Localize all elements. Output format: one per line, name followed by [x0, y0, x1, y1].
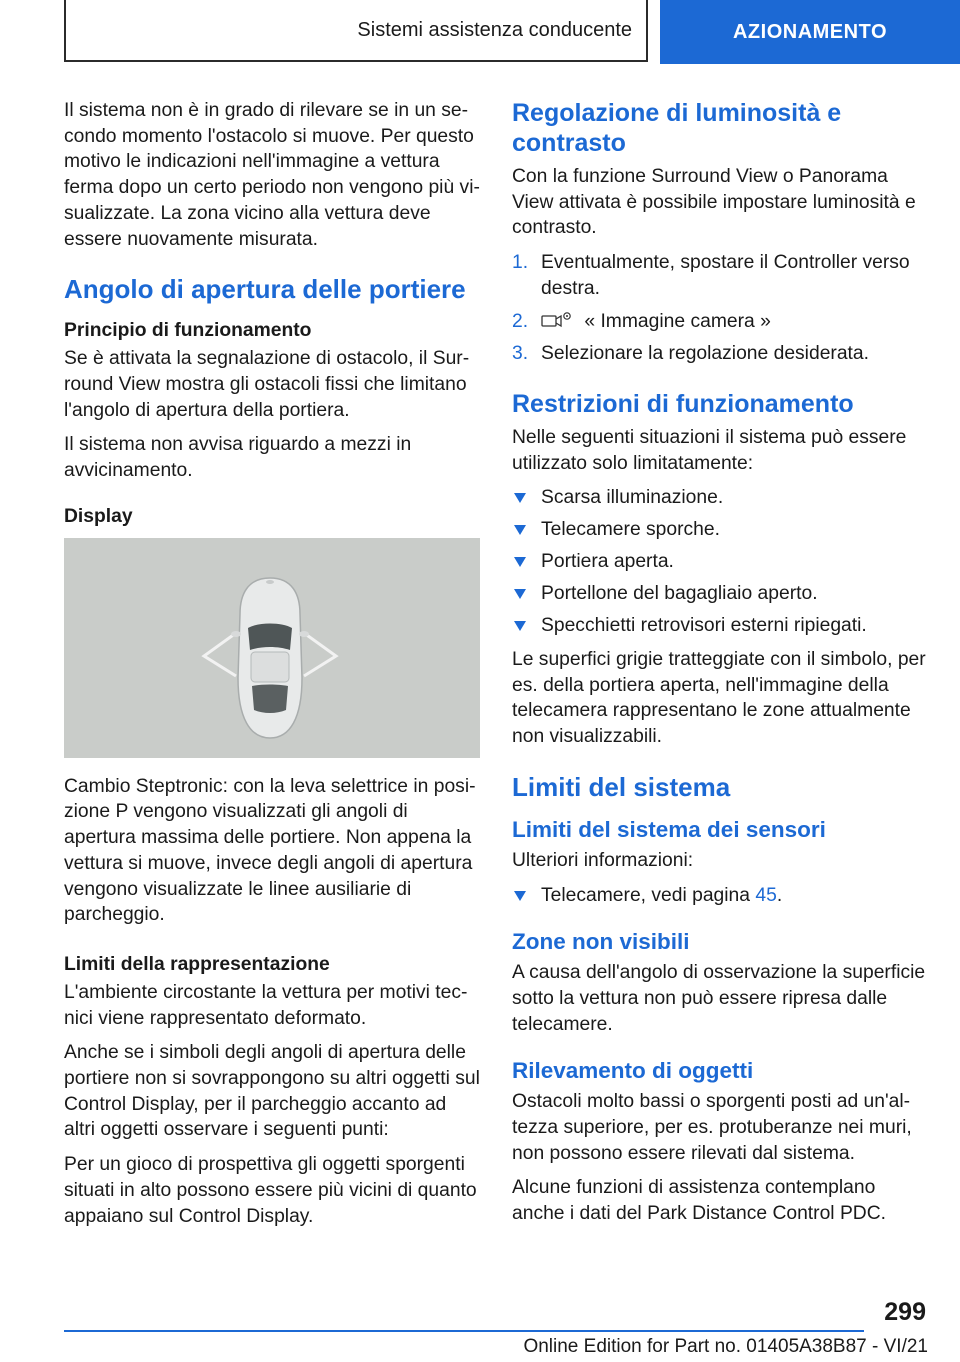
detection-paragraph-2: Alcune funzioni di assistenza contemplano anche i dati del Park Distance Control PDC. [512, 1177, 887, 1225]
list-item [512, 883, 928, 909]
heading-system-limits: Limiti del sistema [512, 771, 731, 802]
further-info-list [512, 883, 928, 909]
heading-object-detection: Rilevamento di oggetti [512, 1058, 754, 1084]
list-item-text: Portellone del bagagliaio aperto. [541, 583, 818, 605]
list-item [512, 581, 928, 607]
heading-door-angle: Angolo di apertura delle portiere [64, 274, 466, 305]
list-item-text: Telecamere sporche. [541, 519, 720, 541]
display-paragraph: Cambio Steptronic: con la leva selettrice in posizione P vengono visualizzati gli angoli di apertura massima delle portiere. Non appena la vettura si muove, invece degli angoli di apertura vengono visualizzate le linee ausiliarie di parcheggio. [64, 775, 476, 926]
detection-paragraph-1: Ostacoli molto bassi o sporgenti posti ad un'altezza superiore, per es. protuberanze nei muri, non possono essere rilevati dal sistema. [512, 1091, 912, 1164]
heading-display: Display [64, 505, 133, 527]
left-column [64, 98, 480, 1238]
heading-sensor-limits: Limiti del sistema dei sensori [512, 816, 826, 842]
list-item-text: Telecamere, vedi pagina [541, 884, 751, 906]
car-door-angle-figure [64, 538, 480, 758]
step-number: 1. [512, 252, 529, 274]
list-item [512, 613, 928, 639]
page-number: 299 [884, 1298, 926, 1326]
footer-divider [64, 1330, 864, 1332]
step-text: Eventualmente, spostare il Controller verso destra. [541, 252, 910, 299]
heading-restrictions: Restrizioni di funzionamento [512, 389, 854, 418]
heading-brightness-contrast: Regolazione di luminosità e contrasto [512, 99, 842, 157]
triangle-bullet-icon [514, 493, 526, 503]
list-item [512, 549, 928, 575]
step-text: « Immagine camera » [584, 310, 771, 332]
hidden-zones-paragraph: A causa dell'angolo di osservazione la superficie sotto la vettura non può essere ripresa dalle telecamere. [512, 962, 926, 1035]
heading-hidden-zones: Zone non visibili [512, 929, 690, 955]
triangle-bullet-icon [514, 525, 526, 535]
list-item-end: . [776, 884, 783, 906]
heading-representation-limits: Limiti della rappresentazione [64, 953, 330, 975]
principle-paragraph-1: Se è attivata la segnalazione di ostacolo, il Surround View mostra gli ostacoli fissi che limitano l'angolo di apertura della portiera. [64, 348, 470, 421]
further-info-paragraph: Ulteriori informazioni: [512, 849, 694, 871]
step-number: 2. [512, 310, 529, 332]
step-number: 3. [512, 343, 529, 365]
step-item [512, 250, 928, 301]
page-link[interactable]: 45 [755, 884, 777, 906]
principle-paragraph-2: Il sistema non avvisa riguardo a mezzi in avvicinamento. [64, 434, 412, 482]
triangle-bullet-icon [514, 557, 526, 567]
limits-paragraph-3: Per un gioco di prospettiva gli oggetti sporgenti situati in alto possono essere più vicini di quanto appaiano sul Control Display. [64, 1154, 477, 1227]
limits-paragraph-2: Anche se i simboli degli angoli di apertura delle portiere non si sovrappongono su altri oggetti sul Control Display, per il parcheggio accanto ad altri oggetti osservare i seguenti punti: [64, 1042, 480, 1141]
camera-settings-icon [541, 310, 573, 330]
restrictions-paragraph: Nelle seguenti situazioni il sistema può essere utilizzato solo limitatamente: [512, 426, 907, 474]
list-item-text: Specchietti retrovisori esterni ripiegati. [541, 615, 867, 637]
list-item [512, 485, 928, 511]
footer-edition: Online Edition for Part no. 01405A38B87 - VI/21 [523, 1336, 928, 1357]
list-item-text: Portiera aperta. [541, 551, 674, 573]
list-item [512, 517, 928, 543]
triangle-bullet-icon [514, 621, 526, 631]
triangle-bullet-icon [514, 891, 526, 901]
brightness-steps [512, 250, 928, 367]
triangle-bullet-icon [514, 589, 526, 599]
heading-principle: Principio di funzionamento [64, 320, 312, 342]
step-text: Selezionare la regolazione desiderata. [541, 343, 869, 365]
car-top-view-illustration [64, 538, 480, 758]
page-header [0, 0, 960, 66]
intro-paragraph: Il sistema non è in grado di rilevare se in un secondo momento l'ostacolo si muove. Per questo motivo le indicazioni nell'immagine a vettura ferma dopo un certo periodo non vengono più visualizzate. La zona vicino alla vettura deve essere nuovamente misurata. [64, 100, 480, 250]
step-item [512, 341, 928, 367]
right-column [512, 98, 928, 1236]
grey-areas-paragraph: Le superfici grigie tratteggiate con il simbolo, per es. della portiera aperta, nell'immagine della telecamera rappresentano le zone attualmente non visualizzabili. [512, 649, 926, 748]
step-item [512, 309, 928, 335]
section-title: Sistemi assistenza conducente [64, 0, 648, 62]
limits-paragraph-1: L'ambiente circostante la vettura per motivi tecnici viene rappresentato deformato. [64, 981, 468, 1029]
chapter-tab: AZIONAMENTO [660, 0, 960, 64]
list-item-text: Scarsa illuminazione. [541, 487, 724, 509]
brightness-paragraph: Con la funzione Surround View o Panorama View attivata è possibile impostare luminosità e contrasto. [512, 166, 916, 239]
restrictions-list [512, 485, 928, 639]
